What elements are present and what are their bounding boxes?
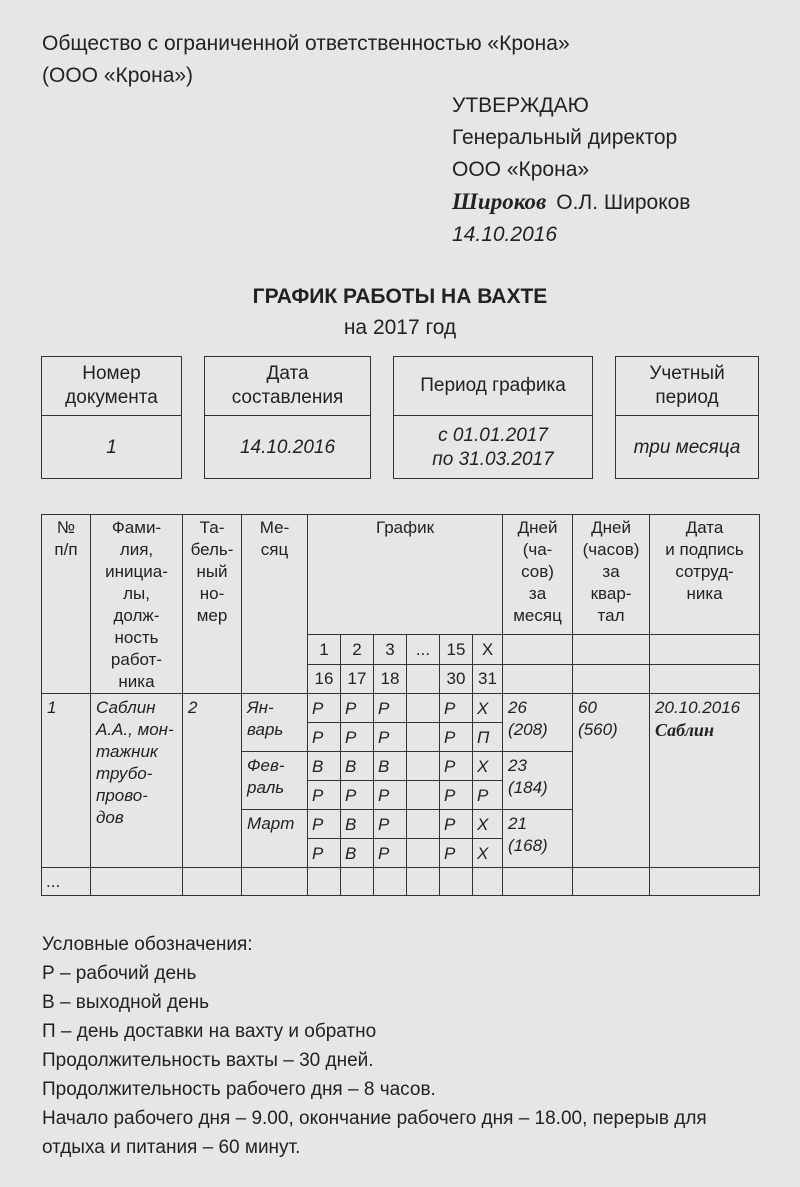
schedule-cell: Х — [473, 839, 503, 868]
empty-cell — [183, 868, 242, 896]
schedule-cell: Р — [374, 839, 407, 868]
empty-cell — [573, 664, 650, 693]
schedule-table — [41, 514, 760, 896]
approval-position: Генеральный директор — [452, 126, 678, 149]
legend-item: Начало рабочего дня – 9.00, окончание рабочего дня – 18.00, перерыв для отдыха и питания – 60 минут. — [42, 1108, 707, 1158]
header-sign: Дата и подпись сотруд- ника — [650, 515, 760, 635]
schedule-cell: Р — [308, 810, 341, 839]
empty-cell — [473, 868, 503, 896]
info-box-accounting-period — [615, 356, 759, 479]
header-days-quarter: Дней (часов) за квар- тал — [573, 515, 650, 635]
info-box-schedule-period — [393, 356, 593, 479]
schedule-cell: В — [374, 752, 407, 781]
schedule-cell — [407, 781, 440, 810]
organization-short-name: (ООО «Крона») — [42, 64, 194, 87]
document-title: ГРАФИК РАБОТЫ НА ВАХТЕ — [252, 285, 548, 308]
approval-block — [452, 90, 690, 251]
day-number: 17 — [341, 664, 374, 693]
director-name: О.Л. Широков — [556, 191, 691, 214]
director-signature: Широков — [452, 189, 547, 214]
month-name: Фев- раль — [242, 752, 308, 810]
schedule-cell: Р — [308, 723, 341, 752]
empty-cell — [91, 868, 183, 896]
day-number: 31 — [473, 664, 503, 693]
info-box-value: 1 — [106, 436, 117, 458]
info-box-value: три месяца — [633, 436, 741, 458]
empty-cell — [650, 868, 760, 896]
info-box-creation-date — [204, 356, 371, 479]
empty-cell — [650, 664, 760, 693]
legend-item: В – выходной день — [42, 992, 210, 1013]
schedule-cell: Р — [308, 839, 341, 868]
schedule-cell: Р — [440, 839, 473, 868]
employee-tab-number: 2 — [183, 694, 242, 868]
employee-name: Саблин А.А., мон- тажник трубо- прово- дов — [91, 694, 183, 868]
legend-item: Р – рабочий день — [42, 963, 197, 984]
day-number: 18 — [374, 664, 407, 693]
schedule-cell — [407, 839, 440, 868]
day-number: 1 — [308, 635, 341, 664]
employee-number: 1 — [42, 694, 91, 868]
approval-signature-line — [452, 186, 690, 219]
header-number: № п/п — [42, 515, 91, 694]
info-box-header: Учетный период — [616, 357, 758, 416]
day-number: 16 — [308, 664, 341, 693]
schedule-cell: Р — [440, 752, 473, 781]
schedule-cell — [407, 752, 440, 781]
day-number — [407, 664, 440, 693]
schedule-cell: Р — [473, 781, 503, 810]
header-employee: Фами- лия, инициа- лы, долж- ность работ- ника — [91, 515, 183, 694]
empty-cell — [573, 868, 650, 896]
day-number: 3 — [374, 635, 407, 664]
schedule-cell: Р — [440, 694, 473, 723]
schedule-cell: Р — [374, 723, 407, 752]
approval-title: УТВЕРЖДАЮ — [452, 94, 589, 117]
day-number: Х — [473, 635, 503, 664]
info-box-doc-number — [41, 356, 182, 479]
empty-cell — [308, 868, 341, 896]
legend-item: П – день доставки на вахту и обратно — [42, 1021, 377, 1042]
schedule-cell: Р — [308, 694, 341, 723]
day-number: 2 — [341, 635, 374, 664]
day-number: ... — [407, 635, 440, 664]
info-box-header: Период графика — [394, 357, 592, 416]
quarter-total: 60 (560) — [573, 694, 650, 868]
schedule-cell: Р — [374, 810, 407, 839]
info-box-value: с 01.01.2017 по 31.03.2017 — [432, 424, 554, 470]
month-total: 23 (184) — [503, 752, 573, 810]
schedule-cell: Х — [473, 752, 503, 781]
schedule-cell: Р — [440, 810, 473, 839]
info-box-header: Дата составления — [205, 357, 370, 416]
empty-cell — [341, 868, 374, 896]
empty-cell — [440, 868, 473, 896]
schedule-cell: В — [341, 810, 374, 839]
schedule-cell: Р — [341, 694, 374, 723]
schedule-cell: Р — [440, 781, 473, 810]
schedule-cell: П — [473, 723, 503, 752]
legend-item: Продолжительность вахты – 30 дней. — [42, 1050, 374, 1071]
organization-name: Общество с ограниченной ответственностью «Крона» — [42, 32, 570, 55]
schedule-cell — [407, 810, 440, 839]
empty-cell — [503, 635, 573, 664]
table-header-row — [42, 515, 760, 635]
employee-sign-cell — [650, 694, 760, 868]
schedule-cell: В — [308, 752, 341, 781]
legend-block — [42, 930, 772, 1162]
month-name: Ян- варь — [242, 694, 308, 752]
approval-company: ООО «Крона» — [452, 158, 590, 181]
empty-cell — [503, 664, 573, 693]
header-schedule: График — [308, 515, 503, 635]
table-row — [42, 694, 760, 723]
schedule-cell: Х — [473, 694, 503, 723]
header-tab-number: Та- бель- ный но- мер — [183, 515, 242, 694]
schedule-cell: Р — [341, 723, 374, 752]
document-subtitle: на 2017 год — [343, 316, 457, 339]
empty-cell — [503, 868, 573, 896]
schedule-cell: Х — [473, 810, 503, 839]
schedule-cell — [407, 694, 440, 723]
info-box-value: 14.10.2016 — [239, 436, 336, 458]
schedule-cell: Р — [374, 781, 407, 810]
empty-cell — [650, 635, 760, 664]
day-number: 15 — [440, 635, 473, 664]
month-name: Март — [242, 810, 308, 868]
schedule-cell: В — [341, 752, 374, 781]
day-number: 30 — [440, 664, 473, 693]
schedule-cell: Р — [341, 781, 374, 810]
schedule-cell: Р — [308, 781, 341, 810]
schedule-cell: Р — [374, 694, 407, 723]
organization-block — [42, 28, 570, 92]
employee-sign-date: 20.10.2016 — [655, 698, 741, 717]
schedule-cell: Р — [440, 723, 473, 752]
ellipsis-cell: ... — [42, 868, 91, 896]
schedule-cell — [407, 723, 440, 752]
month-total: 26 (208) — [503, 694, 573, 752]
empty-cell — [407, 868, 440, 896]
table-row — [42, 868, 760, 896]
header-month: Ме- сяц — [242, 515, 308, 694]
legend-item: Продолжительность рабочего дня – 8 часов. — [42, 1079, 436, 1100]
approval-date: 14.10.2016 — [452, 223, 558, 246]
empty-cell — [242, 868, 308, 896]
legend-title: Условные обозначения: — [42, 934, 253, 955]
employee-signature: Саблин — [655, 720, 714, 740]
header-days-month: Дней (ча- сов) за месяц — [503, 515, 573, 635]
info-box-header: Номер документа — [42, 357, 181, 416]
empty-cell — [374, 868, 407, 896]
month-total: 21 (168) — [503, 810, 573, 868]
schedule-cell: В — [341, 839, 374, 868]
empty-cell — [573, 635, 650, 664]
